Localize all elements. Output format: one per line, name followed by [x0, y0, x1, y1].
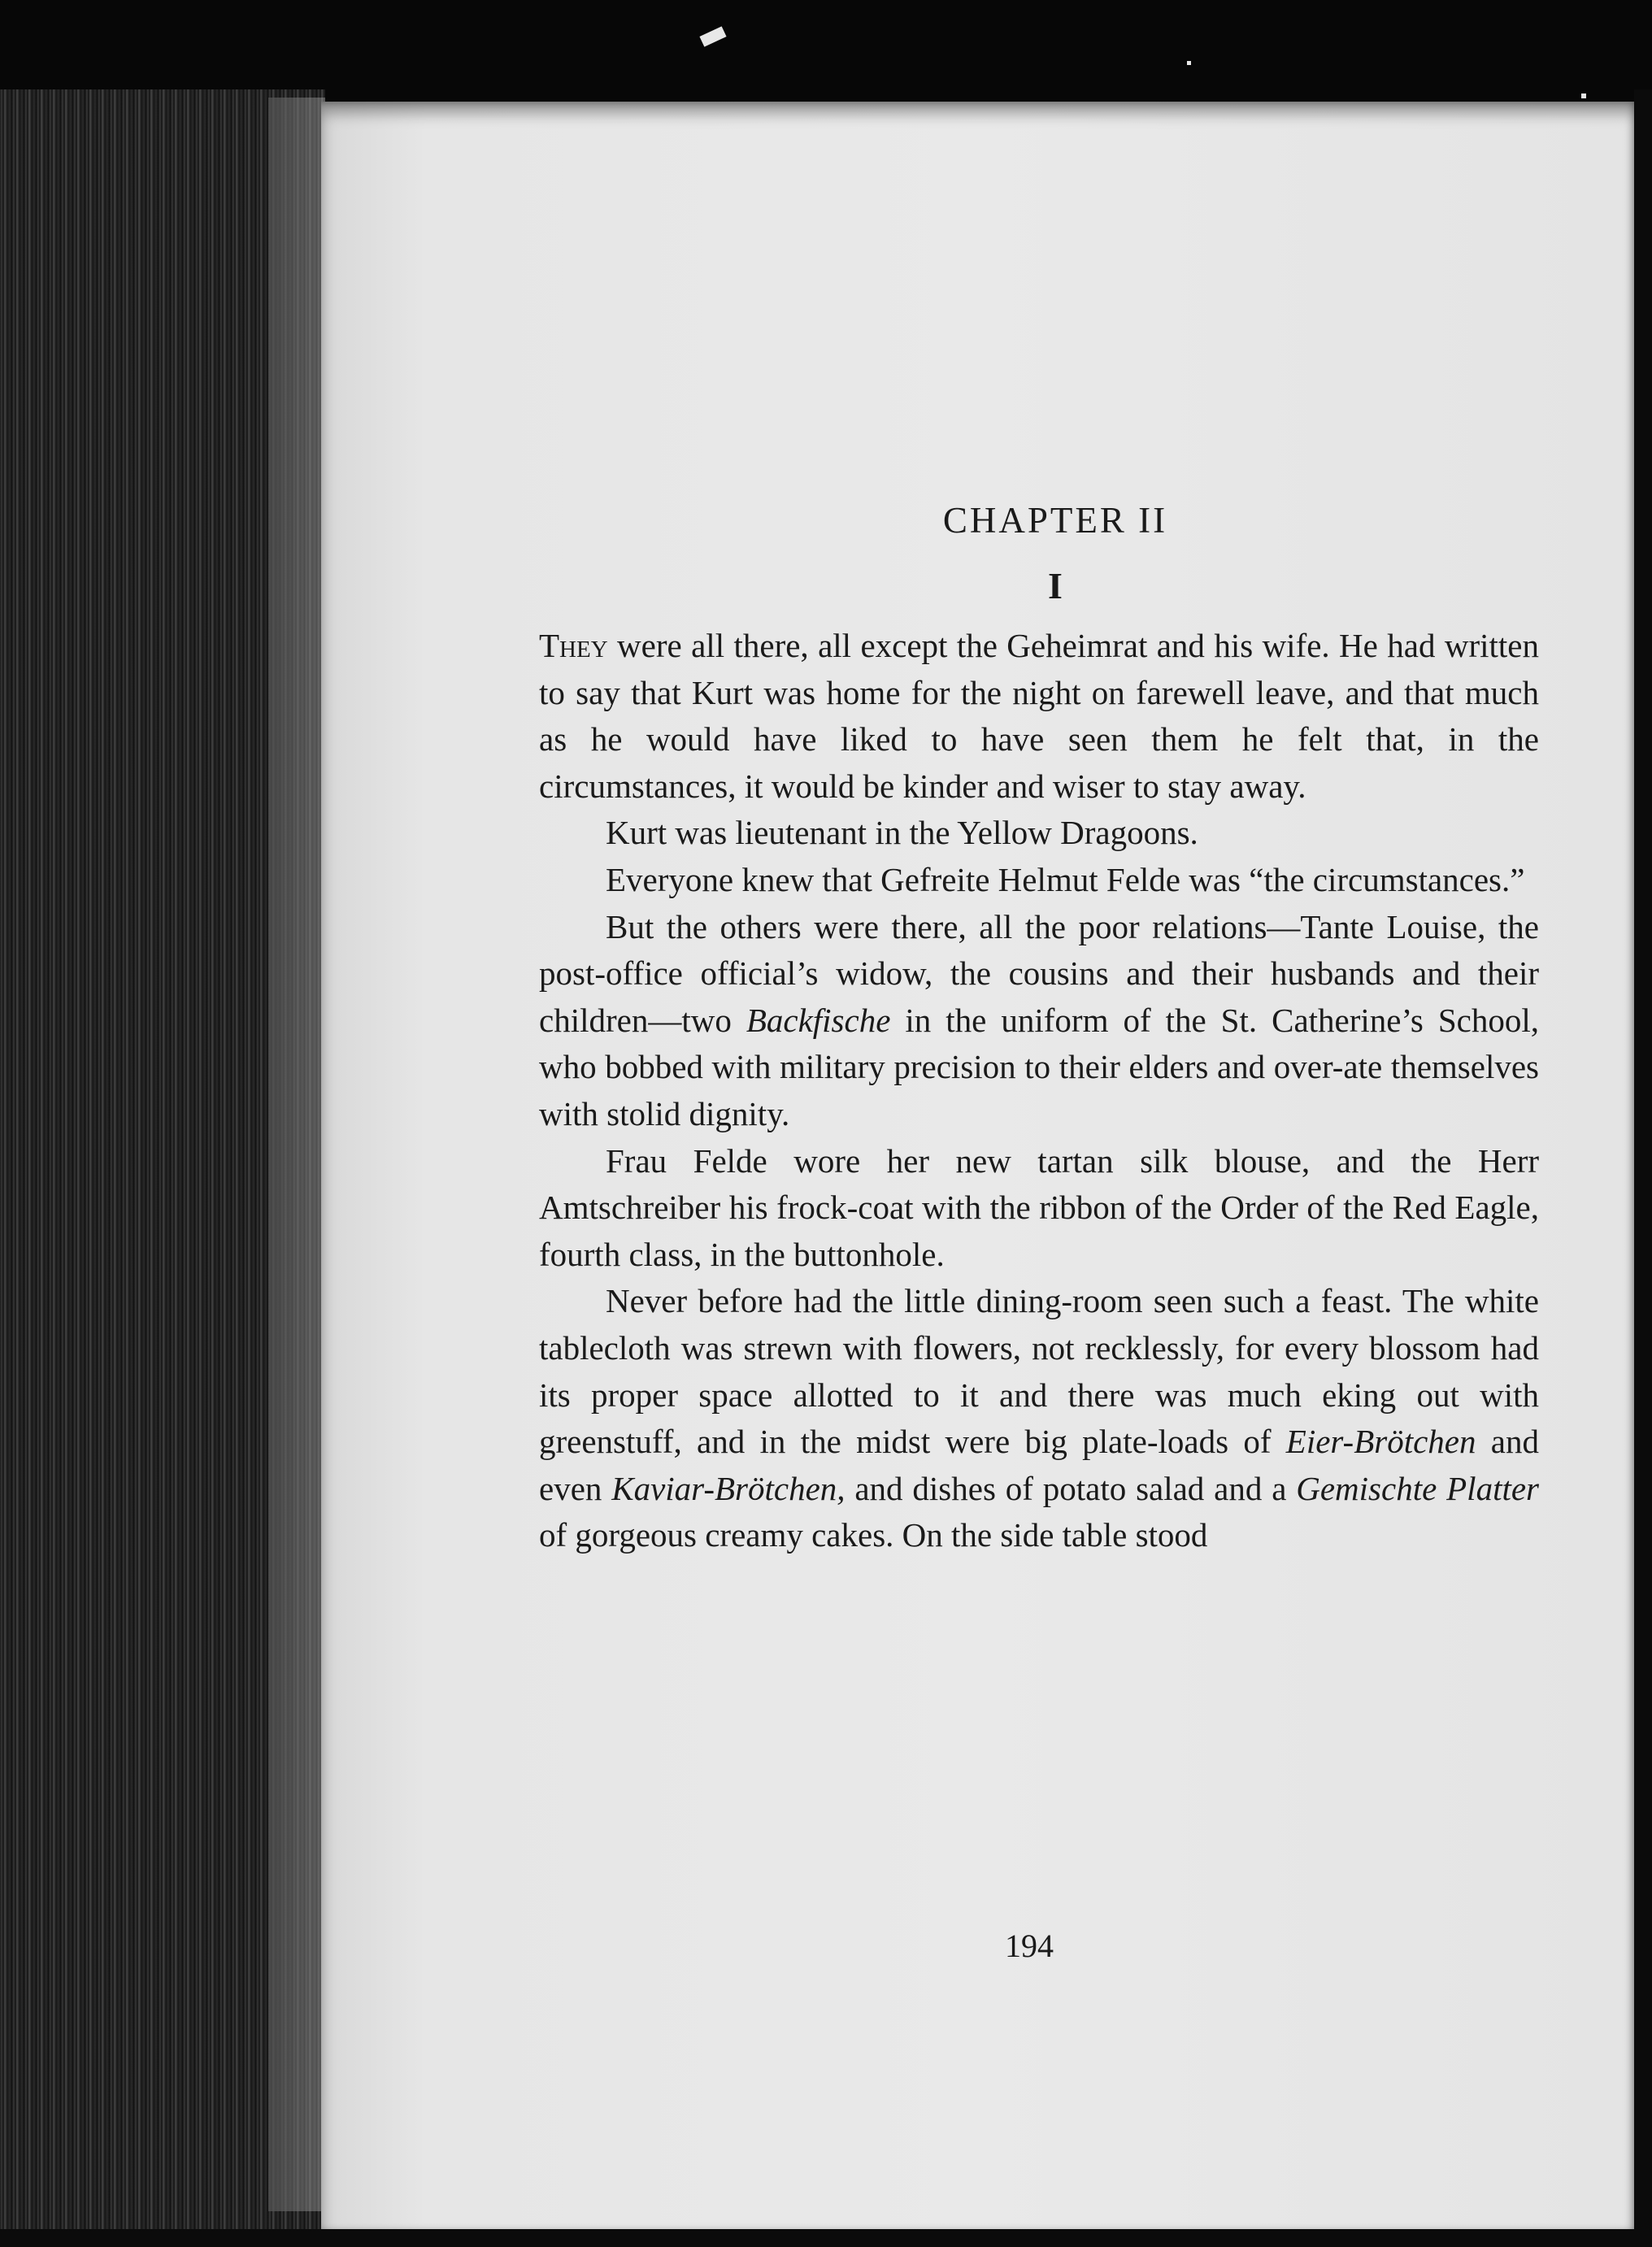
paragraph-6-italic-3: Gemischte Platter [1296, 1469, 1539, 1507]
paragraph-4-italic: Backfische [746, 1001, 891, 1039]
paragraph-6-text-a: Never before had the little dining-room seen such a feast. The white tablecloth was strewn with flowers, not recklessly, for every blossom had its proper space allotted to it and there was much eking out with greenstuff, and in the midst were big plate-loads of [539, 1282, 1539, 1461]
paragraph-6 [539, 1278, 1539, 1559]
paragraph-3: Everyone knew that Gefreite Helmut Felde was “the circumstances.” [606, 860, 1525, 898]
paragraph-1-text: were all there, all except the Geheimrat and his wife. He had written to say that Kurt was home for the night on farewell leave, and that much as he would have liked to have seen them he felt that, in the circumstances, it would be kinder and wiser to stay away. [539, 627, 1539, 805]
page-number: 194 [1005, 1928, 1054, 1964]
paragraph-2: Kurt was lieutenant in the Yellow Dragoons. [606, 814, 1198, 852]
page-text [539, 488, 1539, 1559]
paragraph-6-text-c: and dishes of potato salad and a [845, 1469, 1297, 1507]
paragraph-6-text-d: of gorgeous creamy cakes. On the side table stood [539, 1516, 1208, 1554]
scan-right-border [1634, 89, 1652, 2247]
gutter-shadow [268, 98, 325, 2211]
scan-speck [1187, 61, 1191, 65]
section-number: I [1048, 565, 1063, 606]
paragraph-5: Frau Felde wore her new tartan silk blouse, and the Herr Amtschreiber his frock-coat with the ribbon of the Order of the Red Eagle, fourth class, in the buttonhole. [539, 1141, 1539, 1273]
scan-speck [1581, 93, 1586, 98]
paragraph-4 [539, 904, 1539, 1138]
paragraph-1-lead: They [539, 627, 608, 664]
paragraph-1 [539, 623, 1539, 810]
paragraph-6-italic-2: Kaviar-Brötchen, [611, 1469, 846, 1507]
paragraph-6-text-b: and even [539, 1423, 1539, 1507]
chapter-title: CHAPTER II [942, 500, 1168, 541]
paragraph-6-italic-1: Eier-Brötchen [1285, 1423, 1476, 1461]
paragraph-4-text-a: But the others were there, all the poor relations—Tante Louise, the post-office official’s widow, the cousins and their husbands and their children—two [539, 907, 1539, 1039]
scan-bottom-border [0, 2229, 1652, 2247]
paragraph-4-text-b: in the uniform of the St. Catherine’s School, who bobbed with military precision to their elders and over-ate themselves with stolid dignity. [539, 1001, 1539, 1132]
